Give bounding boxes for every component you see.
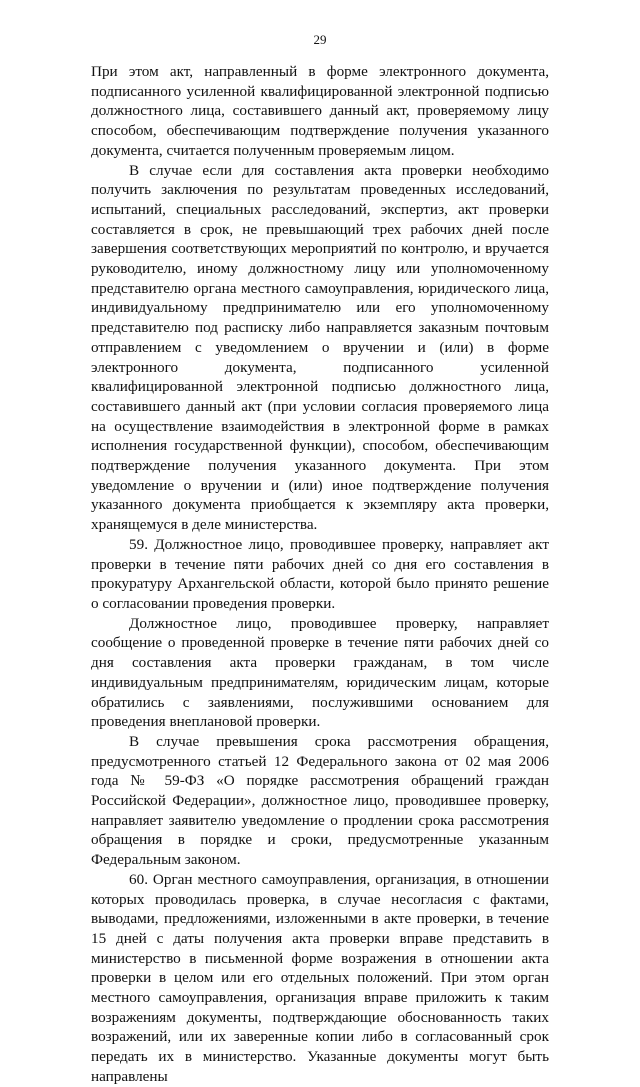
- page-number: 29: [313, 32, 327, 47]
- paragraph-act-electronic-delivery: При этом акт, направленный в форме электронного документа, подписанного усиленной квалифицированной электронной подписью должностного лица, составившего данный акт, проверяемому лицу способом, обеспечивающим подтверждение получения указанного документа, считается полученным проверяемым лицом.: [91, 63, 549, 159]
- paragraph-appeal-extension: В случае превышения срока рассмотрения обращения, предусмотренного статьей 12 Федерального закона от 02 мая 2006 года № 59-ФЗ «О порядке рассмотрения обращений граждан Российской Федерации», должностное лицо, проводившее проверку, направляет заявителю уведомление о продлении срока рассмотрения обращения в порядке и сроки, предусмотренные указанным Федеральным законом.: [91, 732, 549, 869]
- document-body: [91, 62, 549, 1087]
- paragraph-clause-60: 60. Орган местного самоуправления, организация, в отношении которых проводилась проверка, в случае несогласия с фактами, выводами, предложениями, изложенными в акте проверки, в течение 15 дней с даты получения акта проверки вправе представить в министерство в письменной форме возражения в отношении акта проверки в целом или его отдельных положений. При этом орган местного самоуправления, организация вправе приложить к таким возражениям документы, подтверждающие обоснованность таких возражений, или их заверенные копии либо в согласованный срок передать их в министерство. Указанные документы могут быть направлены: [91, 870, 549, 1085]
- paragraph-act-conclusions-deadline: В случае если для составления акта проверки необходимо получить заключения по результатам проведенных исследований, испытаний, специальных расследований, экспертиз, акт проверки составляется в срок, не превышающий трех рабочих дней после завершения соответствующих мероприятий по контролю, и вручается руководителю, иному должностному лицу или уполномоченному представителю органа местного самоуправления, юридического лица, индивидуальному предпринимателю или его уполномоченному представителю под расписку либо направляется заказным почтовым отправлением с уведомлением о вручении и (или) в форме электронного документа, подписанного усиленной квалифицированной электронной подписью должностного лица, составившего данный акт (при условии согласия проверяемого лица на осуществление взаимодействия в электронной форме в рамках исполнения государственной функции), способом, обеспечивающим подтверждение получения указанного документа. При этом уведомление о вручении и (или) иное подтверждение получения указанного документа приобщается к экземпляру акта проверки, хранящемуся в деле министерства.: [91, 161, 549, 534]
- paragraph-clause-59: 59. Должностное лицо, проводившее проверку, направляет акт проверки в течение пяти рабочих дней со дня его составления в прокуратуру Архангельской области, которой было принято решение о согласовании проведения проверки.: [91, 535, 549, 612]
- paragraph-inspection-notification: Должностное лицо, проводившее проверку, направляет сообщение о проведенной проверке в течение пяти рабочих дней со дня составления акта проверки гражданам, в том числе индивидуальным предпринимателям, юридическим лицам, которые обратились с заявлениями, послужившими основанием для проведения внеплановой проверки.: [91, 614, 549, 731]
